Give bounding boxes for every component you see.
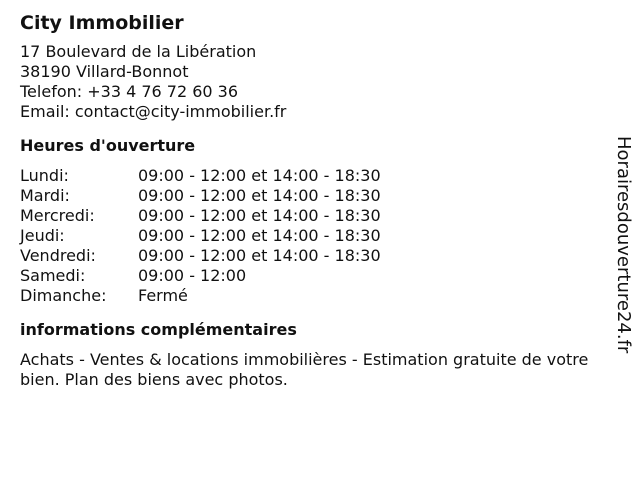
hours-row-saturday: [20, 266, 600, 286]
time-value: Fermé: [138, 286, 188, 305]
time-value: 09:00 - 12:00 et 14:00 - 18:30: [138, 166, 381, 185]
hours-row-tuesday: [20, 186, 600, 206]
day-label: Samedi:: [20, 266, 86, 285]
hours-heading: Heures d'ouverture: [20, 136, 196, 155]
phone-number: Telefon: +33 4 76 72 60 36: [20, 82, 239, 101]
time-value: 09:00 - 12:00: [138, 266, 247, 285]
day-label: Lundi:: [20, 166, 69, 185]
hours-row-monday: [20, 166, 600, 186]
info-heading: informations complémentaires: [20, 320, 297, 339]
day-label: Dimanche:: [20, 286, 107, 305]
hours-row-wednesday: [20, 206, 600, 226]
time-value: 09:00 - 12:00 et 14:00 - 18:30: [138, 246, 381, 265]
time-value: 09:00 - 12:00 et 14:00 - 18:30: [138, 206, 381, 225]
day-label: Vendredi:: [20, 246, 96, 265]
address-line-2: 38190 Villard-Bonnot: [20, 62, 189, 81]
day-label: Mardi:: [20, 186, 70, 205]
business-name: City Immobilier: [20, 12, 184, 34]
email-address: Email: contact@city-immobilier.fr: [20, 102, 287, 121]
time-value: 09:00 - 12:00 et 14:00 - 18:30: [138, 226, 381, 245]
business-card: [20, 10, 600, 390]
hours-row-sunday: [20, 286, 600, 306]
address-line-1: 17 Boulevard de la Libération: [20, 42, 257, 61]
time-value: 09:00 - 12:00 et 14:00 - 18:30: [138, 186, 381, 205]
day-label: Mercredi:: [20, 206, 95, 225]
site-watermark: Horairesdouverture24.fr: [613, 136, 634, 354]
hours-row-thursday: [20, 226, 600, 246]
info-description: Achats - Ventes & locations immobilières - Estimation gratuite de votre bien. Plan des biens avec photos.: [20, 350, 589, 389]
hours-table: [20, 166, 600, 306]
day-label: Jeudi:: [20, 226, 65, 245]
hours-row-friday: [20, 246, 600, 266]
